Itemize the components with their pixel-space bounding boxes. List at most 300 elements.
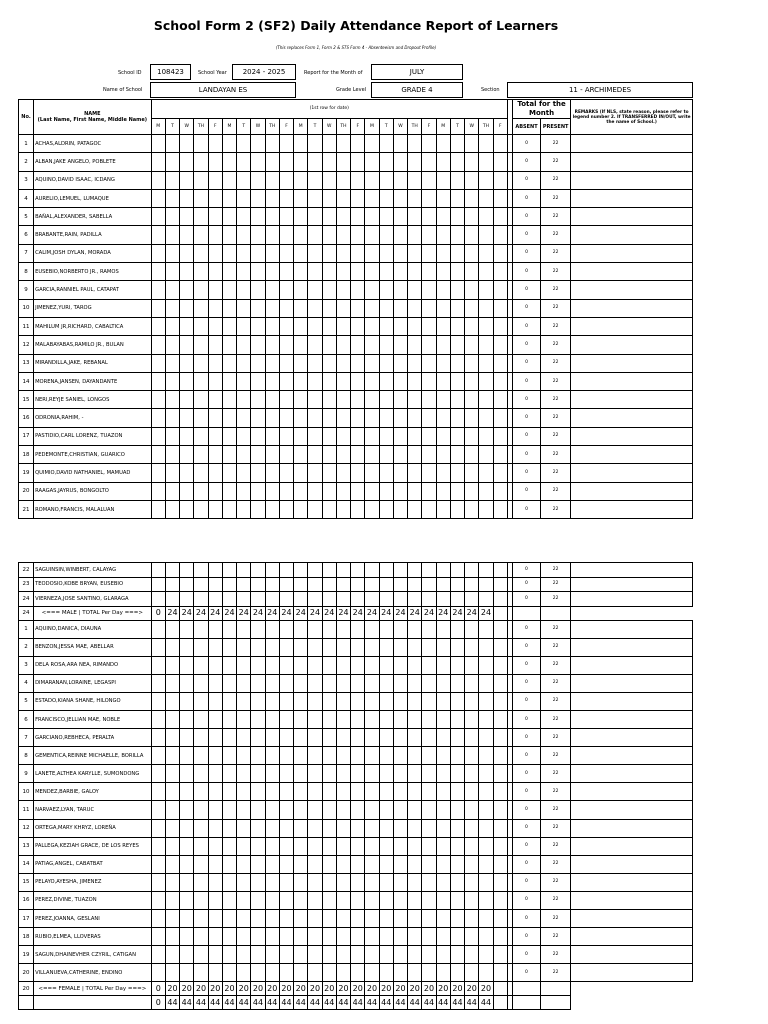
attendance-cell <box>351 620 365 638</box>
attendance-cell <box>279 638 293 656</box>
attendance-cell <box>165 819 179 837</box>
attendance-cell <box>194 372 208 390</box>
attendance-cell <box>336 620 350 638</box>
attendance-cell <box>294 928 308 946</box>
student-no: 10 <box>19 783 34 801</box>
attendance-cell <box>422 946 436 964</box>
attendance-cell <box>308 446 322 464</box>
attendance-cell <box>436 500 450 518</box>
attendance-cell <box>336 226 350 244</box>
attendance-cell <box>194 336 208 354</box>
attendance-cell <box>237 837 251 855</box>
attendance-cell <box>479 674 493 692</box>
attendance-cell <box>222 964 236 982</box>
attendance-cell <box>436 910 450 928</box>
attendance-cell <box>408 427 422 445</box>
attendance-cell <box>465 656 479 674</box>
attendance-cell <box>465 783 479 801</box>
attendance-cell <box>208 135 222 153</box>
student-row <box>19 153 693 171</box>
attendance-cell <box>336 563 350 578</box>
attendance-cell <box>379 964 393 982</box>
attendance-cell <box>294 674 308 692</box>
attendance-cell <box>165 446 179 464</box>
attendance-cell <box>479 464 493 482</box>
attendance-cell <box>450 837 464 855</box>
attendance-cell <box>351 946 365 964</box>
attendance-cell <box>393 354 407 372</box>
attendance-cell <box>479 855 493 873</box>
attendance-cell <box>308 928 322 946</box>
attendance-cell <box>422 674 436 692</box>
day-total: 24 <box>194 606 208 620</box>
attendance-cell <box>180 819 194 837</box>
attendance-cell <box>308 801 322 819</box>
attendance-cell <box>365 656 379 674</box>
student-row <box>19 336 693 354</box>
attendance-cell <box>165 299 179 317</box>
attendance-cell <box>379 620 393 638</box>
attendance-cell <box>393 577 407 592</box>
attendance-cell <box>379 391 393 409</box>
attendance-cell <box>393 482 407 500</box>
attendance-cell <box>365 692 379 710</box>
attendance-cell <box>365 928 379 946</box>
attendance-cell <box>194 765 208 783</box>
absent-count: 0 <box>512 577 540 592</box>
attendance-cell <box>151 446 165 464</box>
attendance-cell <box>336 500 350 518</box>
student-no: 6 <box>19 710 34 728</box>
attendance-cell <box>180 409 194 427</box>
attendance-cell <box>493 837 507 855</box>
day-total: 44 <box>251 996 265 1010</box>
attendance-cell <box>479 226 493 244</box>
attendance-cell <box>351 801 365 819</box>
student-no: 8 <box>19 263 34 281</box>
attendance-cell <box>336 656 350 674</box>
day-total: 24 <box>322 606 336 620</box>
attendance-cell <box>479 819 493 837</box>
day-total: 44 <box>165 996 179 1010</box>
attendance-cell <box>422 135 436 153</box>
attendance-cell <box>336 336 350 354</box>
attendance-cell <box>450 656 464 674</box>
attendance-cell <box>222 577 236 592</box>
remarks-cell <box>571 244 693 262</box>
attendance-cell <box>379 372 393 390</box>
attendance-cell <box>408 729 422 747</box>
attendance-cell <box>165 765 179 783</box>
attendance-cell <box>222 910 236 928</box>
attendance-cell <box>479 801 493 819</box>
attendance-cell <box>493 891 507 909</box>
total-label: <=== FEMALE | TOTAL Per Day ===> <box>34 982 152 996</box>
attendance-cell <box>379 427 393 445</box>
attendance-cell <box>222 855 236 873</box>
attendance-cell <box>237 482 251 500</box>
attendance-cell <box>194 783 208 801</box>
student-row <box>19 891 693 909</box>
student-no: 20 <box>19 482 34 500</box>
attendance-cell <box>151 464 165 482</box>
student-name: AURELIO,LEMUEL, LUMAQUE <box>34 189 152 207</box>
attendance-cell <box>294 801 308 819</box>
attendance-cell <box>294 427 308 445</box>
student-row <box>19 946 693 964</box>
attendance-cell <box>251 372 265 390</box>
attendance-cell <box>465 729 479 747</box>
attendance-cell <box>365 674 379 692</box>
attendance-cell <box>151 500 165 518</box>
attendance-cell <box>322 446 336 464</box>
attendance-cell <box>322 577 336 592</box>
attendance-cell <box>493 244 507 262</box>
attendance-cell <box>393 372 407 390</box>
present-count: 22 <box>541 801 571 819</box>
attendance-cell <box>208 747 222 765</box>
absent-count: 0 <box>512 674 540 692</box>
day-total: 44 <box>379 996 393 1010</box>
attendance-cell <box>336 464 350 482</box>
attendance-cell <box>351 372 365 390</box>
header-day: T <box>450 119 464 135</box>
attendance-cell <box>393 656 407 674</box>
attendance-cell <box>265 464 279 482</box>
student-name: PASTIDIO,CARL LORENZ, TUAZON <box>34 427 152 445</box>
remarks-cell <box>571 482 693 500</box>
student-row <box>19 964 693 982</box>
attendance-cell <box>237 409 251 427</box>
attendance-cell <box>151 482 165 500</box>
attendance-cell <box>422 910 436 928</box>
student-no: 15 <box>19 391 34 409</box>
attendance-cell <box>365 837 379 855</box>
attendance-cell <box>493 446 507 464</box>
attendance-cell <box>237 226 251 244</box>
attendance-cell <box>251 409 265 427</box>
day-total: 44 <box>336 996 350 1010</box>
attendance-cell <box>180 765 194 783</box>
school-year-value: 2024 - 2025 <box>232 64 296 80</box>
attendance-cell <box>465 189 479 207</box>
form-title: School Form 2 (SF2) Daily Attendance Report of Learners <box>153 18 559 33</box>
attendance-cell <box>308 891 322 909</box>
female_total-row <box>19 982 693 996</box>
student-no: 10 <box>19 299 34 317</box>
present-count: 22 <box>541 620 571 638</box>
attendance-cell <box>294 244 308 262</box>
student-name: MAHILUM JR,RICHARD, CABALTICA <box>34 317 152 335</box>
attendance-cell <box>436 837 450 855</box>
student-name: ESTADO,KIANA SHANE, HILONGO <box>34 692 152 710</box>
attendance-cell <box>237 855 251 873</box>
attendance-cell <box>379 674 393 692</box>
attendance-cell <box>165 656 179 674</box>
attendance-cell <box>194 819 208 837</box>
present-count: 22 <box>541 563 571 578</box>
attendance-cell <box>308 783 322 801</box>
student-row <box>19 928 693 946</box>
attendance-cell <box>222 747 236 765</box>
attendance-cell <box>336 208 350 226</box>
attendance-cell <box>237 446 251 464</box>
attendance-cell <box>493 482 507 500</box>
day-total: 44 <box>365 996 379 1010</box>
attendance-cell <box>450 783 464 801</box>
remarks-cell <box>571 819 693 837</box>
absent-count: 0 <box>512 620 540 638</box>
attendance-cell <box>194 692 208 710</box>
attendance-cell <box>222 710 236 728</box>
attendance-cell <box>479 964 493 982</box>
header-day: T <box>308 119 322 135</box>
student-name: PALLEGA,KEZIAH GRACE, DE LOS REYES <box>34 837 152 855</box>
attendance-cell <box>450 710 464 728</box>
attendance-cell <box>151 819 165 837</box>
attendance-cell <box>165 801 179 819</box>
header-day: F <box>351 119 365 135</box>
attendance-cell <box>336 638 350 656</box>
attendance-cell <box>351 281 365 299</box>
attendance-cell <box>237 317 251 335</box>
attendance-cell <box>322 620 336 638</box>
student-name: MENDEZ,BARBIE, GALOY <box>34 783 152 801</box>
attendance-cell <box>379 464 393 482</box>
student-name: MORENA,JANSEN, DAYANDANTE <box>34 372 152 390</box>
attendance-cell <box>165 391 179 409</box>
attendance-cell <box>436 638 450 656</box>
attendance-cell <box>151 783 165 801</box>
header-day: M <box>294 119 308 135</box>
attendance-cell <box>393 928 407 946</box>
student-no: 8 <box>19 747 34 765</box>
attendance-cell <box>279 946 293 964</box>
attendance-cell <box>265 336 279 354</box>
attendance-cell <box>422 336 436 354</box>
day-total: 20 <box>222 982 236 996</box>
day-total: 24 <box>251 606 265 620</box>
attendance-cell <box>450 263 464 281</box>
attendance-cell <box>351 317 365 335</box>
attendance-cell <box>237 783 251 801</box>
present-count: 22 <box>541 464 571 482</box>
attendance-cell <box>208 281 222 299</box>
attendance-cell <box>294 372 308 390</box>
attendance-cell <box>265 801 279 819</box>
attendance-cell <box>436 226 450 244</box>
attendance-cell <box>237 638 251 656</box>
attendance-cell <box>393 153 407 171</box>
attendance-cell <box>251 391 265 409</box>
attendance-cell <box>265 354 279 372</box>
student-row <box>19 135 693 153</box>
attendance-cell <box>465 692 479 710</box>
attendance-cell <box>265 153 279 171</box>
attendance-cell <box>165 964 179 982</box>
attendance-cell <box>351 873 365 891</box>
attendance-cell <box>279 656 293 674</box>
attendance-cell <box>465 263 479 281</box>
present-count: 22 <box>541 263 571 281</box>
attendance-cell <box>165 354 179 372</box>
present-count: 22 <box>541 692 571 710</box>
attendance-cell <box>308 563 322 578</box>
attendance-cell <box>251 577 265 592</box>
absent-count: 0 <box>512 354 540 372</box>
attendance-cell <box>465 336 479 354</box>
attendance-cell <box>151 427 165 445</box>
attendance-cell <box>222 638 236 656</box>
student-row <box>19 729 693 747</box>
attendance-cell <box>180 226 194 244</box>
attendance-cell <box>251 354 265 372</box>
student-name: GARCIA,RANNIEL PAUL, CATAPAT <box>34 281 152 299</box>
attendance-cell <box>237 135 251 153</box>
attendance-cell <box>194 855 208 873</box>
remarks-cell <box>571 592 693 607</box>
attendance-cell <box>308 409 322 427</box>
student-name: AQUINO,DANICA, DIAUNA <box>34 620 152 638</box>
attendance-cell <box>365 281 379 299</box>
day-total: 44 <box>408 996 422 1010</box>
student-name: ORTEGA,MARY KHRYZ, LOREÑA <box>34 819 152 837</box>
attendance-cell <box>294 783 308 801</box>
attendance-cell <box>336 964 350 982</box>
attendance-cell <box>237 620 251 638</box>
attendance-cell <box>436 263 450 281</box>
attendance-cell <box>251 171 265 189</box>
attendance-cell <box>450 354 464 372</box>
student-no: 13 <box>19 354 34 372</box>
attendance-cell <box>222 783 236 801</box>
attendance-table-page1 <box>18 99 693 519</box>
present-count: 22 <box>541 281 571 299</box>
attendance-cell <box>336 692 350 710</box>
attendance-cell <box>279 891 293 909</box>
absent-count: 0 <box>512 656 540 674</box>
day-total: 44 <box>208 996 222 1010</box>
attendance-cell <box>308 837 322 855</box>
present-count: 22 <box>541 674 571 692</box>
attendance-cell <box>251 873 265 891</box>
student-no: 2 <box>19 153 34 171</box>
student-name: NARVAEZ,LYAN, TARUC <box>34 801 152 819</box>
attendance-cell <box>208 638 222 656</box>
attendance-cell <box>265 620 279 638</box>
attendance-cell <box>180 692 194 710</box>
attendance-cell <box>479 577 493 592</box>
attendance-cell <box>180 464 194 482</box>
blank-cell <box>512 606 540 620</box>
attendance-cell <box>322 747 336 765</box>
attendance-cell <box>194 263 208 281</box>
present-count: 22 <box>541 910 571 928</box>
attendance-cell <box>450 482 464 500</box>
attendance-cell <box>294 500 308 518</box>
attendance-cell <box>336 299 350 317</box>
student-no: 11 <box>19 317 34 335</box>
attendance-cell <box>393 710 407 728</box>
attendance-cell <box>294 464 308 482</box>
attendance-cell <box>493 500 507 518</box>
attendance-cell <box>222 620 236 638</box>
attendance-cell <box>308 710 322 728</box>
attendance-cell <box>479 171 493 189</box>
attendance-cell <box>165 171 179 189</box>
absent-count: 0 <box>512 592 540 607</box>
attendance-cell <box>251 482 265 500</box>
attendance-cell <box>194 891 208 909</box>
day-total: 20 <box>336 982 350 996</box>
attendance-cell <box>379 189 393 207</box>
remarks-cell <box>571 135 693 153</box>
attendance-cell <box>393 263 407 281</box>
absent-count: 0 <box>512 446 540 464</box>
attendance-cell <box>194 747 208 765</box>
student-name: ACHAS,ALDRIN, PATAGOC <box>34 135 152 153</box>
attendance-cell <box>465 226 479 244</box>
attendance-cell <box>351 299 365 317</box>
attendance-cell <box>365 747 379 765</box>
remarks-cell <box>571 427 693 445</box>
attendance-cell <box>265 765 279 783</box>
attendance-cell <box>450 855 464 873</box>
attendance-cell <box>308 171 322 189</box>
attendance-cell <box>265 656 279 674</box>
header-date-note: (1st row for date) <box>151 100 507 119</box>
attendance-cell <box>393 299 407 317</box>
attendance-cell <box>365 500 379 518</box>
remarks-cell <box>571 765 693 783</box>
attendance-cell <box>208 299 222 317</box>
student-name: JIMENEZ,YURI, TAROG <box>34 299 152 317</box>
attendance-cell <box>322 226 336 244</box>
present-count: 22 <box>541 577 571 592</box>
attendance-cell <box>465 577 479 592</box>
attendance-cell <box>208 153 222 171</box>
attendance-cell <box>151 153 165 171</box>
attendance-cell <box>180 427 194 445</box>
day-total: 44 <box>194 996 208 1010</box>
attendance-cell <box>151 577 165 592</box>
attendance-cell <box>422 592 436 607</box>
attendance-cell <box>208 620 222 638</box>
remarks-cell <box>571 656 693 674</box>
attendance-cell <box>294 855 308 873</box>
student-name: GEMENTICA,REINNE MICHAELLE, BORILLA <box>34 747 152 765</box>
day-total: 24 <box>465 606 479 620</box>
attendance-cell <box>493 153 507 171</box>
student-name: TEODOSIO,KOBE BRYAN, EUSEBIO <box>34 577 152 592</box>
student-name: ODRONIA,RAHIM, - <box>34 409 152 427</box>
attendance-cell <box>279 135 293 153</box>
attendance-cell <box>294 656 308 674</box>
attendance-cell <box>422 729 436 747</box>
attendance-cell <box>251 729 265 747</box>
attendance-cell <box>308 336 322 354</box>
student-row <box>19 801 693 819</box>
attendance-cell <box>208 563 222 578</box>
attendance-cell <box>151 592 165 607</box>
attendance-cell <box>422 819 436 837</box>
attendance-cell <box>208 928 222 946</box>
day-total: 24 <box>422 606 436 620</box>
day-total: 20 <box>465 982 479 996</box>
student-row <box>19 873 693 891</box>
student-no: 19 <box>19 946 34 964</box>
attendance-cell <box>408 620 422 638</box>
